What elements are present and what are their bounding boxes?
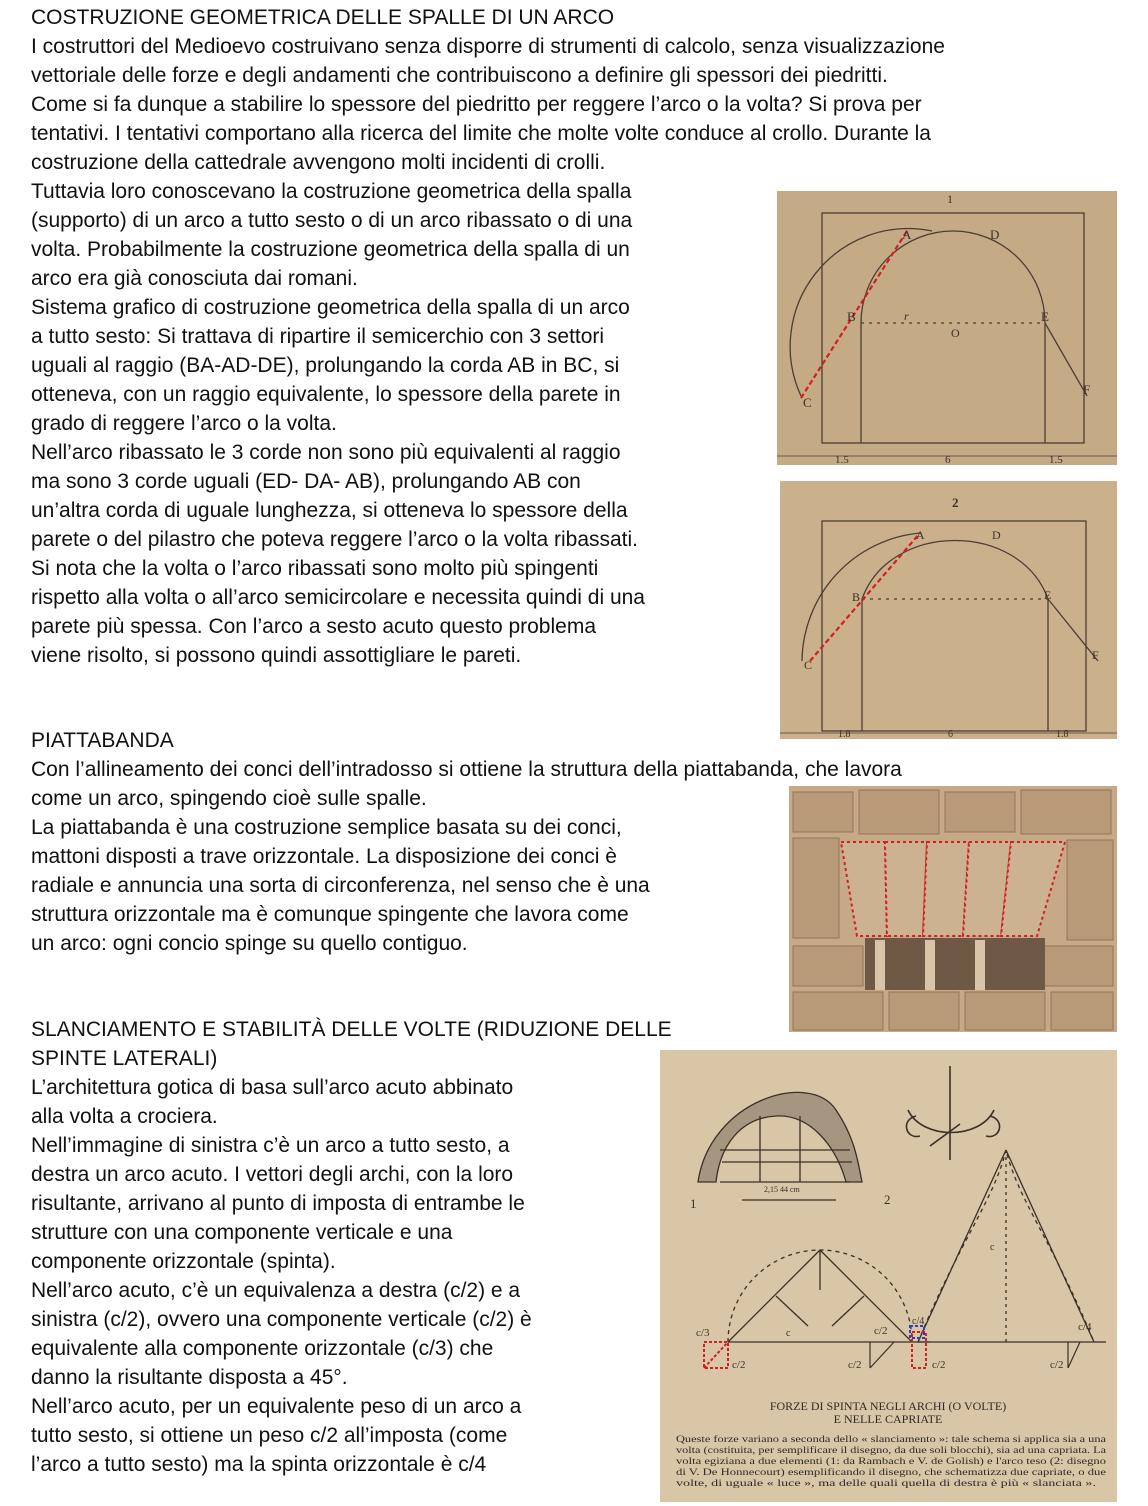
section-piattabanda — [31, 726, 902, 958]
para-line: (supporto) di un arco a tutto sesto o di un arco ribassato o di una — [31, 209, 633, 232]
para-line: otteneva, con un raggio equivalente, lo spessore della parete in — [31, 383, 621, 406]
section-construction-title: COSTRUZIONE GEOMETRICA DELLE SPALLE DI UN ARCO — [31, 6, 615, 29]
para-line: uguali al raggio (BA-AD-DE), prolungando la corda AB in BC, si — [31, 354, 620, 377]
fig2-dim-right: 1.8 — [1056, 729, 1069, 739]
fig4-caption-line: di V. De Honnecourt) esemplificando il disegno, che schematizza due capriate, o due — [676, 1467, 1107, 1477]
para-line: strutture con una componente verticale e una — [31, 1221, 453, 1244]
fig2-label-d: D — [992, 528, 1001, 542]
fig1-label-a: A — [902, 227, 912, 242]
para-line: danno la risultante disposta a 45°. — [31, 1366, 348, 1389]
fig2-dim-left: 1.8 — [838, 729, 851, 739]
para-line: un arco: ogni concio spinge su quello contiguo. — [31, 932, 468, 955]
para-line: tentativi. I tentativi comportano alla ricerca del limite che molte volte conduce al crollo. Durante la — [31, 122, 931, 145]
fig2-label-b: B — [852, 590, 861, 604]
fig2-label-f: F — [1092, 648, 1099, 662]
para-line: mattoni disposti a trave orizzontale. La disposizione dei conci è — [31, 845, 617, 868]
para-line: parete o del pilastro che poteva reggere l’arco o la volta ribassati. — [31, 528, 639, 551]
figure-piattabanda-svg — [789, 786, 1117, 1032]
para-line: rispetto alla volta o all’arco semicircolare e necessita quindi di una — [31, 586, 645, 609]
fig2-label-a: A — [916, 528, 925, 542]
section-slanciamento-title-2: SPINTE LATERALI) — [31, 1047, 218, 1070]
fig4-label-c-right: c — [990, 1242, 995, 1253]
para-line: Tuttavia loro conoscevano la costruzione geometrica della spalla — [31, 180, 632, 203]
fig4-label-c2-mid: c/2 — [848, 1359, 862, 1371]
para-line: risultante, arrivano al punto di imposta di entrambe le — [31, 1192, 525, 1215]
para-line: un’altra corda di uguale lunghezza, si otteneva lo spessore della — [31, 499, 628, 522]
fig4-label-c2-top: c/2 — [874, 1325, 888, 1337]
para-line: sinistra (c/2), ovvero una componente verticale (c/2) è — [31, 1308, 532, 1331]
figure-segmental-arch-svg — [780, 481, 1117, 739]
fig4-label-c2-far: c/2 — [1050, 1359, 1064, 1371]
para-line: volta. Probabilmente la costruzione geometrica della spalla di un — [31, 238, 630, 261]
fig1-number: 1 — [947, 192, 953, 206]
fig4-label-c3: c/3 — [696, 1327, 710, 1339]
figure-segmental-arch — [780, 481, 1117, 739]
para-line: L’architettura gotica di basa sull’arco acuto abbinato — [31, 1076, 514, 1099]
fig4-label-c-left: c — [786, 1328, 791, 1339]
para-line: Nell’arco acuto, c’è un equivalenza a destra (c/2) e a — [31, 1279, 521, 1302]
fig4-caption-line: Queste forze variano a seconda dello « slanciamento »: tale schema si applica sia a una — [676, 1434, 1107, 1444]
figure-piattabanda-photo — [789, 786, 1117, 1032]
figure-thrust-forces — [660, 1050, 1117, 1502]
section-slanciamento-title-1: SLANCIAMENTO E STABILITÀ DELLE VOLTE (RIDUZIONE DELLE — [31, 1018, 672, 1041]
para-line: viene risolto, si possono quindi assottigliare le pareti. — [31, 644, 522, 667]
fig1-label-r: r — [904, 309, 909, 323]
fig1-label-f: F — [1083, 382, 1091, 397]
fig4-label-c2-right: c/2 — [932, 1359, 946, 1371]
fig4-caption-line: volta (costituita, per semplificare il disegno, da due soli blocchi), sia ad una capriata. La — [676, 1445, 1107, 1455]
fig4-number-left: 1 — [690, 1196, 697, 1211]
para-line: radiale e annuncia una sorta di circonferenza, nel senso che è una — [31, 874, 650, 897]
fig4-label-c2-left: c/2 — [732, 1359, 746, 1371]
para-line: come un arco, spingendo cioè sulle spalle. — [31, 787, 427, 810]
para-line: costruzione della cattedrale avvengono molti incidenti di crolli. — [31, 151, 606, 174]
section-slanciamento — [31, 1015, 672, 1479]
figure-round-arch — [777, 191, 1117, 465]
para-line: parete più spessa. Con l’arco a sesto acuto questo problema — [31, 615, 597, 638]
section-piattabanda-title: PIATTABANDA — [31, 729, 174, 752]
para-line: struttura orizzontale ma è comunque spingente che lavora come — [31, 903, 629, 926]
fig1-dim-left: 1.5 — [835, 454, 849, 465]
fig1-label-d: D — [990, 227, 1000, 242]
fig2-number: 2 — [952, 495, 959, 510]
fig4-caption-title-2: E NELLE CAPRIATE — [833, 1412, 943, 1426]
fig1-label-e: E — [1041, 309, 1049, 324]
para-line: vettoriale delle forze e degli andamenti che contribuiscono a definire gli spessori dei piedritti. — [31, 64, 888, 87]
para-line: Si nota che la volta o l’arco ribassati sono molto più spingenti — [31, 557, 599, 580]
para-line: tutto sesto, si ottiene un peso c/2 all’imposta (come — [31, 1424, 508, 1447]
para-line: ma sono 3 corde uguali (ED- DA- AB), prolungando AB con — [31, 470, 581, 493]
fig2-label-e: E — [1044, 588, 1052, 602]
para-line: Nell’arco acuto, per un equivalente peso di un arco a — [31, 1395, 522, 1418]
para-line: alla volta a crociera. — [31, 1105, 218, 1128]
fig4-caption-line: volta egiziana a due elementi (1: da Rambach e V. de Golish) e l'arco teso (2: disegno — [676, 1456, 1107, 1466]
figure-round-arch-svg — [777, 191, 1117, 465]
para-line: Come si fa dunque a stabilire lo spessore del piedritto per reggere l’arco o la volta? Si prova per — [31, 93, 922, 116]
para-line: destra un arco acuto. I vettori degli archi, con la loro — [31, 1163, 514, 1186]
fig1-label-o: O — [951, 326, 960, 340]
fig4-number-right: 2 — [884, 1192, 891, 1207]
para-line: a tutto sesto: Si trattava di ripartire il semicerchio con 3 settori — [31, 325, 605, 348]
fig4-label-c4-left: c/4 — [912, 1316, 925, 1327]
fig4-caption-line: volte, di uguale « luce », ma delle quali quella di destra è più « slanciata ». — [676, 1478, 1096, 1488]
para-line: componente orizzontale (spinta). — [31, 1250, 336, 1273]
fig4-caption-title-1: FORZE DI SPINTA NEGLI ARCHI (O VOLTE) — [769, 1399, 1007, 1413]
para-line: La piattabanda è una costruzione semplice basata su dei conci, — [31, 816, 622, 839]
figure-thrust-svg — [660, 1050, 1117, 1502]
para-line: l’arco a tutto sesto) ma la spinta orizzontale è c/4 — [31, 1453, 487, 1476]
para-line: Nell’immagine di sinistra c’è un arco a tutto sesto, a — [31, 1134, 510, 1157]
fig2-dim-mid: 6 — [948, 729, 953, 739]
para-line: equivalente alla componente orizzontale (c/3) che — [31, 1337, 494, 1360]
para-line: grado di reggere l’arco o la volta. — [31, 412, 337, 435]
para-line: arco era già conosciuta dai romani. — [31, 267, 358, 290]
para-line: Nell’arco ribassato le 3 corde non sono più equivalenti al raggio — [31, 441, 621, 464]
para-line: Con l’allineamento dei conci dell’intradosso si ottiene la struttura della piattabanda, che lavora — [31, 758, 902, 781]
para-line: Sistema grafico di costruzione geometrica della spalla di un arco — [31, 296, 630, 319]
fig1-label-b: B — [847, 309, 856, 324]
fig1-label-c: C — [803, 395, 812, 410]
fig2-label-c: C — [804, 658, 813, 672]
para-line: I costruttori del Medioevo costruivano senza disporre di strumenti di calcolo, senza visualizzazione — [31, 35, 945, 58]
fig4-dimension: 2,15 44 cm — [764, 1185, 800, 1194]
fig4-label-c4-right: c/4 — [1078, 1321, 1092, 1333]
fig1-dim-right: 1.5 — [1049, 454, 1063, 465]
fig1-dim-mid: 6 — [945, 454, 951, 465]
